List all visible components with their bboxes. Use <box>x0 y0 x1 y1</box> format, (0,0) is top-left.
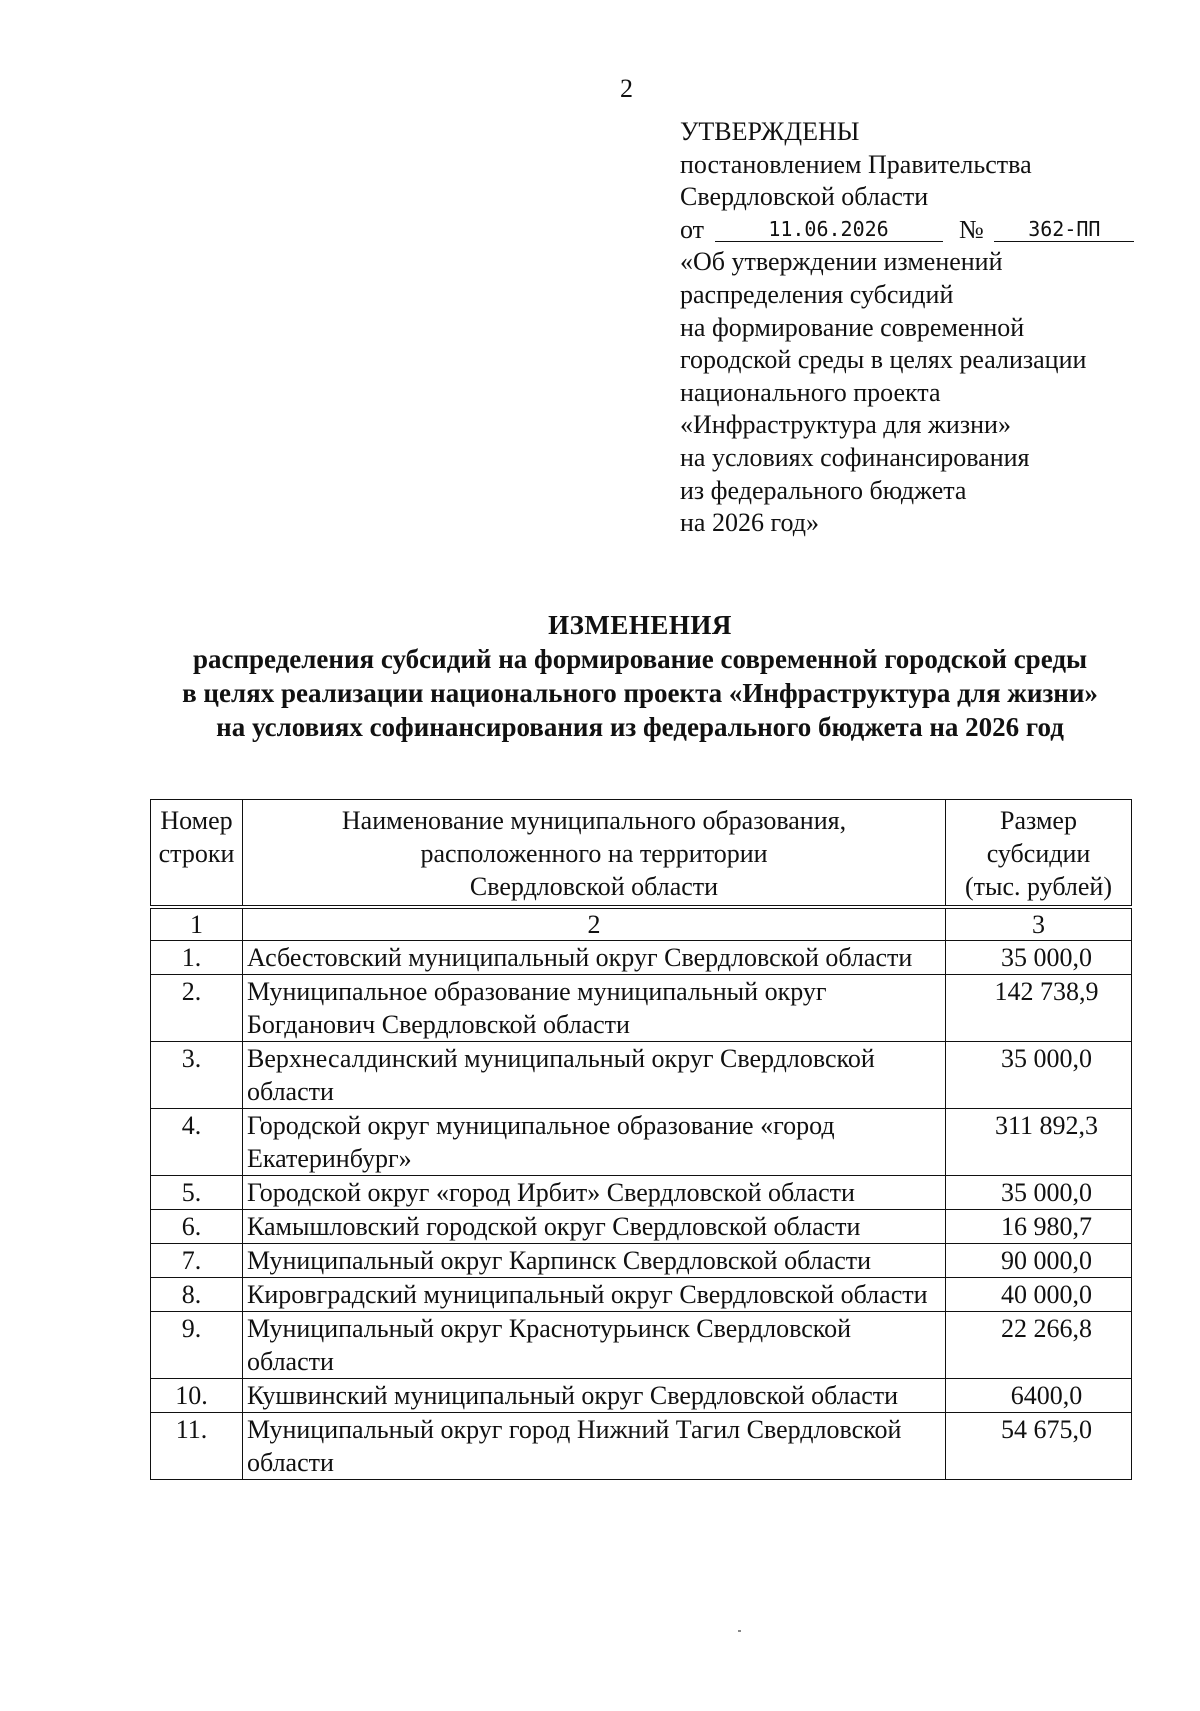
approval-line: Свердловской области <box>680 182 929 212</box>
row-number-cell: 7. <box>151 1244 243 1278</box>
number-field: 362-ПП <box>994 217 1134 242</box>
document-heading <box>100 608 1180 744</box>
header-text: Номер <box>160 806 233 835</box>
table-row <box>151 1109 1132 1176</box>
table-row <box>151 1042 1132 1109</box>
header-row-number <box>151 800 243 908</box>
approval-line: на формирование современной <box>680 312 1025 342</box>
row-number-cell: 3. <box>151 1042 243 1109</box>
subsidy-amount-cell: 90 000,0 <box>946 1244 1132 1278</box>
table-row <box>151 1413 1132 1480</box>
header-text: Размер <box>1000 806 1077 835</box>
row-number-cell: 8. <box>151 1278 243 1312</box>
page-number: 2 <box>620 74 633 103</box>
subsidy-amount-cell: 35 000,0 <box>946 1042 1132 1109</box>
column-number-row <box>151 907 1132 941</box>
subsidy-amount-cell: 22 266,8 <box>946 1312 1132 1379</box>
approval-line: распределения субсидий <box>680 279 954 309</box>
scan-speck <box>738 1630 741 1632</box>
municipality-name-cell: Муниципальный округ Карпинск Свердловской области <box>243 1244 946 1278</box>
approval-date-line <box>680 214 1180 247</box>
column-number: 1 <box>151 907 243 941</box>
approval-block <box>680 116 1180 540</box>
approval-line: городской среды в целях реализации <box>680 345 1087 375</box>
header-text: Наименование муниципального образования, <box>341 806 847 835</box>
row-number-cell: 10. <box>151 1379 243 1413</box>
row-number-cell: 1. <box>151 941 243 975</box>
table-row <box>151 1379 1132 1413</box>
subsidy-amount-cell: 35 000,0 <box>946 1176 1132 1210</box>
row-number-cell: 5. <box>151 1176 243 1210</box>
heading-line: распределения субсидий на формирование современной городской среды <box>192 644 1088 674</box>
subsidy-amount-cell: 35 000,0 <box>946 941 1132 975</box>
approval-line: «Об утверждении изменений <box>680 247 1003 277</box>
heading-line: на условиях софинансирования из федерального бюджета на 2026 год <box>216 712 1064 742</box>
header-text: (тыс. рублей) <box>964 872 1112 901</box>
municipality-name-cell: Верхнесалдинский муниципальный округ Свердловской области <box>243 1042 946 1109</box>
column-number: 3 <box>946 907 1132 941</box>
table-row <box>151 975 1132 1042</box>
number-prefix: № <box>959 214 984 244</box>
header-text: строки <box>158 839 235 868</box>
approval-line: «Инфраструктура для жизни» <box>680 410 1011 440</box>
row-number-cell: 4. <box>151 1109 243 1176</box>
header-text: субсидии <box>986 839 1091 868</box>
municipality-name-cell: Муниципальный округ город Нижний Тагил Свердловской области <box>243 1413 946 1480</box>
table-row <box>151 1210 1132 1244</box>
header-municipality <box>243 800 946 908</box>
row-number-cell: 6. <box>151 1210 243 1244</box>
approval-title: УТВЕРЖДЕНЫ <box>680 117 860 146</box>
row-number-cell: 11. <box>151 1413 243 1480</box>
municipality-name-cell: Городской округ «город Ирбит» Свердловской области <box>243 1176 946 1210</box>
table-row <box>151 1244 1132 1278</box>
municipality-name-cell: Муниципальное образование муниципальный округ Богданович Свердловской области <box>243 975 946 1042</box>
approval-line: из федерального бюджета <box>680 475 967 505</box>
approval-line: на условиях софинансирования <box>680 442 1030 472</box>
approval-line: на 2026 год» <box>680 508 819 538</box>
subsidy-amount-cell: 142 738,9 <box>946 975 1132 1042</box>
municipality-name-cell: Кировградский муниципальный округ Свердловской области <box>243 1278 946 1312</box>
subsidies-table <box>150 799 1132 1480</box>
table-header-row <box>151 800 1132 908</box>
subsidy-amount-cell: 40 000,0 <box>946 1278 1132 1312</box>
heading-title: ИЗМЕНЕНИЯ <box>548 610 732 640</box>
approval-line: национального проекта <box>680 377 941 407</box>
header-text: расположенного на территории <box>420 839 768 868</box>
municipality-name-cell: Кушвинский муниципальный округ Свердловской области <box>243 1379 946 1413</box>
date-prefix: от <box>680 214 705 244</box>
subsidy-amount-cell: 6400,0 <box>946 1379 1132 1413</box>
table-row <box>151 1176 1132 1210</box>
row-number-cell: 2. <box>151 975 243 1042</box>
table-row <box>151 1312 1132 1379</box>
subsidy-amount-cell: 16 980,7 <box>946 1210 1132 1244</box>
municipality-name-cell: Городской округ муниципальное образование «город Екатеринбург» <box>243 1109 946 1176</box>
subsidy-amount-cell: 54 675,0 <box>946 1413 1132 1480</box>
header-amount <box>946 800 1132 908</box>
municipality-name-cell: Камышловский городской округ Свердловской области <box>243 1210 946 1244</box>
approval-line: постановлением Правительства <box>680 149 1032 179</box>
municipality-name-cell: Муниципальный округ Краснотурьинск Свердловской области <box>243 1312 946 1379</box>
table-row <box>151 1278 1132 1312</box>
column-number: 2 <box>243 907 946 941</box>
row-number-cell: 9. <box>151 1312 243 1379</box>
header-text: Свердловской области <box>469 872 719 901</box>
subsidy-amount-cell: 311 892,3 <box>946 1109 1132 1176</box>
municipality-name-cell: Асбестовский муниципальный округ Свердловской области <box>243 941 946 975</box>
date-field: 11.06.2026 <box>715 217 943 242</box>
table-row <box>151 941 1132 975</box>
heading-line: в целях реализации национального проекта «Инфраструктура для жизни» <box>182 678 1098 708</box>
